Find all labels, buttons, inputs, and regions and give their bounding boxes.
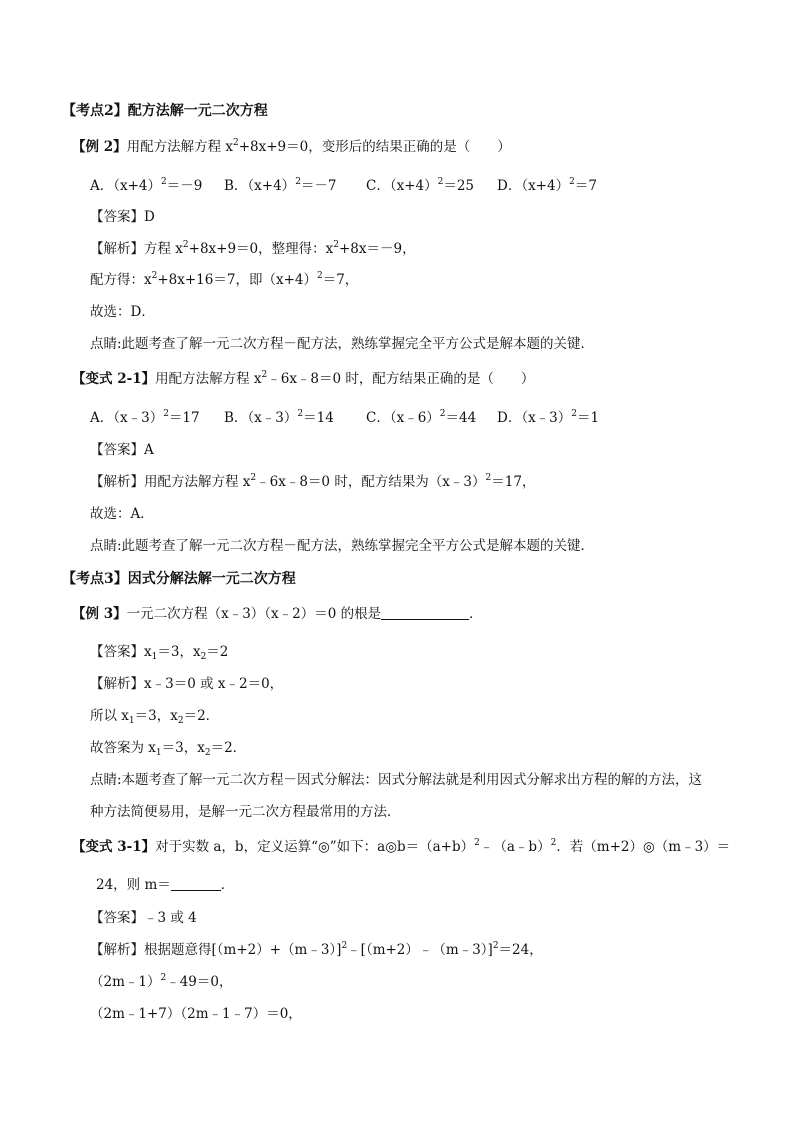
example-2-option-d: D．$(x+4)^2=7$ bbox=[497, 177, 597, 194]
variant-2-1-choice: 故选：A． bbox=[90, 506, 154, 522]
variant-2-1-option-b: B．（x﹣3）$^2$＝14 bbox=[224, 409, 334, 426]
example-2-question: 【例 2】用配方法解方程 $x^2+8x+9=0$，变形后的结果正确的是（ ） bbox=[72, 138, 511, 155]
variant-2-1-comment: 点睛:此题考查了解一元二次方程－配方法，熟练掌握完全平方公式是解本题的关键． bbox=[90, 538, 595, 554]
variant-3-1-question-line-1: 【变式 3-1】对于实数 a，b，定义运算“◎”如下：$a◎b=(a+b)^2﹣(a﹣b)^2$．若（m+2）◎（m﹣3）＝ bbox=[72, 838, 731, 855]
variant-3-1-step-1: （2m﹣1）$^2$﹣49＝0， bbox=[90, 973, 233, 990]
example-2-analysis-2: 配方得：$x^2+8x+16=7$，即$(x+4)^2=7$， bbox=[90, 271, 359, 288]
variant-2-1-answer: 【答案】A bbox=[90, 442, 154, 458]
variant-2-1-option-a: A．（x﹣3）$^2$＝17 bbox=[90, 409, 200, 426]
variant-2-1-label: 【变式 2-1】 bbox=[72, 371, 156, 387]
example-3-question: 【例 3】一元二次方程（x﹣3）（x﹣2）＝0 的根是 ． bbox=[72, 606, 483, 622]
example-3-analysis: 【解析】x﹣3＝0 或 x﹣2＝0， bbox=[90, 676, 284, 692]
example-2-comment: 点睛:此题考查了解一元二次方程－配方法，熟练掌握完全平方公式是解本题的关键． bbox=[90, 336, 595, 352]
variant-3-1-answer: 【答案】﹣3 或 4 bbox=[90, 910, 197, 926]
variant-3-1-analysis: 【解析】根据题意得[（m+2）+（m﹣3）]$^2$﹣[（m+2）﹣（m﹣3）]$^2$＝24， bbox=[90, 941, 543, 958]
variant-3-1-question-line-2: 24，则 m＝ ． bbox=[96, 877, 235, 893]
variant-3-1-step-2: （2m﹣1+7）（2m﹣1﹣7）＝0， bbox=[90, 1006, 302, 1022]
section-3-title: 【考点3】因式分解法解一元二次方程 bbox=[62, 571, 296, 587]
variant-2-1-option-d: D．（x﹣3）$^2$＝1 bbox=[497, 409, 600, 426]
example-2-option-a: A．$(x+4)^2=-9$ bbox=[90, 177, 203, 194]
answer-blank bbox=[171, 876, 221, 891]
variant-2-1-option-c: C．（x﹣6）$^2$＝44 bbox=[366, 409, 477, 426]
variant-2-1-analysis: 【解析】用配方法解方程 $x^2﹣6x﹣8=0$ 时，配方结果为（x﹣3）$^2$＝17， bbox=[90, 473, 536, 490]
section-2-title: 【考点2】配方法解一元二次方程 bbox=[62, 103, 268, 119]
example-2-choice: 故选：D． bbox=[90, 304, 155, 320]
variant-2-1-question: 【变式 2-1】用配方法解方程 $x^2﹣6x﹣8=0$ 时，配方结果正确的是（ ） bbox=[72, 370, 535, 387]
example-3-final: 故答案为 $x_1=3$，$x_2=2$． bbox=[90, 740, 247, 758]
answer-blank bbox=[381, 605, 469, 620]
example-3-comment-line-2: 种方法简便易用，是解一元二次方程最常用的方法． bbox=[90, 804, 401, 820]
variant-3-1-label: 【变式 3-1】 bbox=[72, 839, 156, 855]
example-3-label: 【例 3】 bbox=[72, 606, 127, 622]
example-2-option-b: B．$(x+4)^2=-7$ bbox=[224, 177, 337, 194]
example-2-analysis-1: 【解析】方程 $x^2+8x+9=0$，整理得：$x^2+8x=-9$， bbox=[90, 240, 416, 257]
example-2-label: 【例 2】 bbox=[72, 139, 127, 155]
example-3-comment-line-1: 点睛:本题考查了解一元二次方程－因式分解法：因式分解法就是利用因式分解求出方程的解的方法，这 bbox=[90, 772, 703, 788]
example-2-answer: 【答案】D bbox=[90, 209, 155, 225]
example-3-answer: 【答案】$x_1=3$，$x_2=2$ bbox=[90, 644, 229, 662]
example-3-so: 所以 $x_1=3$，$x_2=2$． bbox=[90, 708, 220, 726]
example-2-option-c: C．$(x+4)^2=25$ bbox=[366, 177, 475, 194]
